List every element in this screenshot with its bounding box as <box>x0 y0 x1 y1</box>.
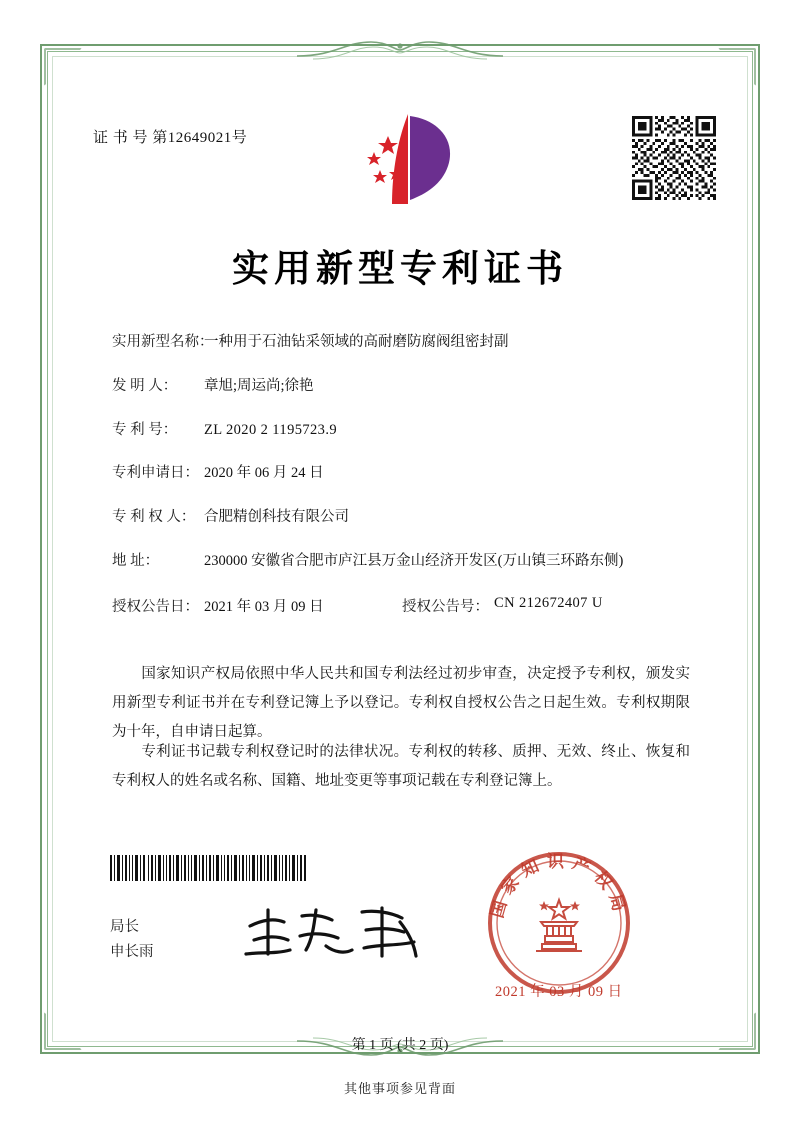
field-label-announcement-date: 授权公告日： <box>112 598 199 615</box>
seal-date: 2021 年 03 月 09 日 <box>495 984 623 1000</box>
qr-code-icon <box>632 116 716 200</box>
field-label-application-date: 专利申请日： <box>112 465 199 482</box>
field-value-announcement-date: 2021 年 03 月 09 日 <box>204 598 324 615</box>
field-patent-number <box>112 420 692 442</box>
field-value-application-date: 2020 年 06 月 24 日 <box>204 465 324 482</box>
legal-paragraph-1-text: 国家知识产权局依照中华人民共和国专利法经过初步审查，决定授予专利权，颁发实用新型专利证书并在专利登记簿上予以登记。专利权自授权公告之日起生效。专利权期限为十年，自申请日起算。 <box>112 666 690 740</box>
field-announcement-row <box>112 595 692 616</box>
field-value-inventors: 章旭;周运尚;徐艳 <box>204 377 314 394</box>
legal-paragraph-2 <box>112 738 690 796</box>
corner-ornament-top-right <box>698 48 756 106</box>
field-application-date <box>112 463 692 485</box>
field-label-announcement-number: 授权公告号： <box>402 598 489 615</box>
field-announcement-number <box>402 595 603 616</box>
field-value-utility-model-name: 一种用于石油钻采领域的高耐磨防腐阀组密封副 <box>204 334 509 350</box>
certificate-fields <box>112 332 692 638</box>
field-label-inventors: 发 明 人： <box>112 377 178 394</box>
corner-ornament-top-left <box>44 48 102 106</box>
director-role-label: 局长 <box>110 919 139 935</box>
legal-paragraph-2-text: 专利证书记载专利权登记时的法律状况。专利权的转移、质押、无效、终止、恢复和专利权人的姓名或名称、国籍、地址变更等事项记载在专利登记簿上。 <box>112 744 690 789</box>
field-label-patent-number: 专 利 号： <box>112 421 178 438</box>
field-label-utility-model-name: 实用新型名称： <box>112 334 214 350</box>
field-label-patentee: 专 利 权 人： <box>112 509 196 525</box>
field-value-patent-number: ZL 2020 2 1195723.9 <box>204 421 337 438</box>
certificate-number: 证 书 号 第12649021号 <box>93 130 248 146</box>
field-address <box>112 551 692 573</box>
page-title: 实用新型专利证书 <box>232 246 568 290</box>
flourish-top-icon <box>295 36 505 62</box>
page-number: 第 1 页 (共 2 页) <box>351 1038 449 1053</box>
legal-paragraph-1 <box>112 660 690 747</box>
field-inventors <box>112 376 692 398</box>
field-label-address: 地 址： <box>112 552 160 569</box>
director-signature-block <box>110 915 154 966</box>
svg-text:国家知识产权局: 国家知识产权局 <box>487 852 631 921</box>
field-utility-model-name <box>112 332 692 354</box>
cnipa-emblem-icon <box>352 108 462 218</box>
footnote-text: 其他事项参见背面 <box>343 1081 456 1096</box>
official-seal-icon <box>484 848 634 998</box>
director-name-label: 申长雨 <box>110 944 154 961</box>
field-value-announcement-number: CN 212672407 U <box>494 594 603 611</box>
field-value-patentee: 合肥精创科技有限公司 <box>204 509 349 525</box>
field-value-address: 230000 安徽省合肥市庐江县万金山经济开发区(万山镇三环路东侧) <box>204 552 624 569</box>
handwritten-signature-icon <box>240 896 430 966</box>
barcode-icon <box>110 855 306 881</box>
field-announcement-date <box>112 595 402 616</box>
field-patentee <box>112 507 692 529</box>
